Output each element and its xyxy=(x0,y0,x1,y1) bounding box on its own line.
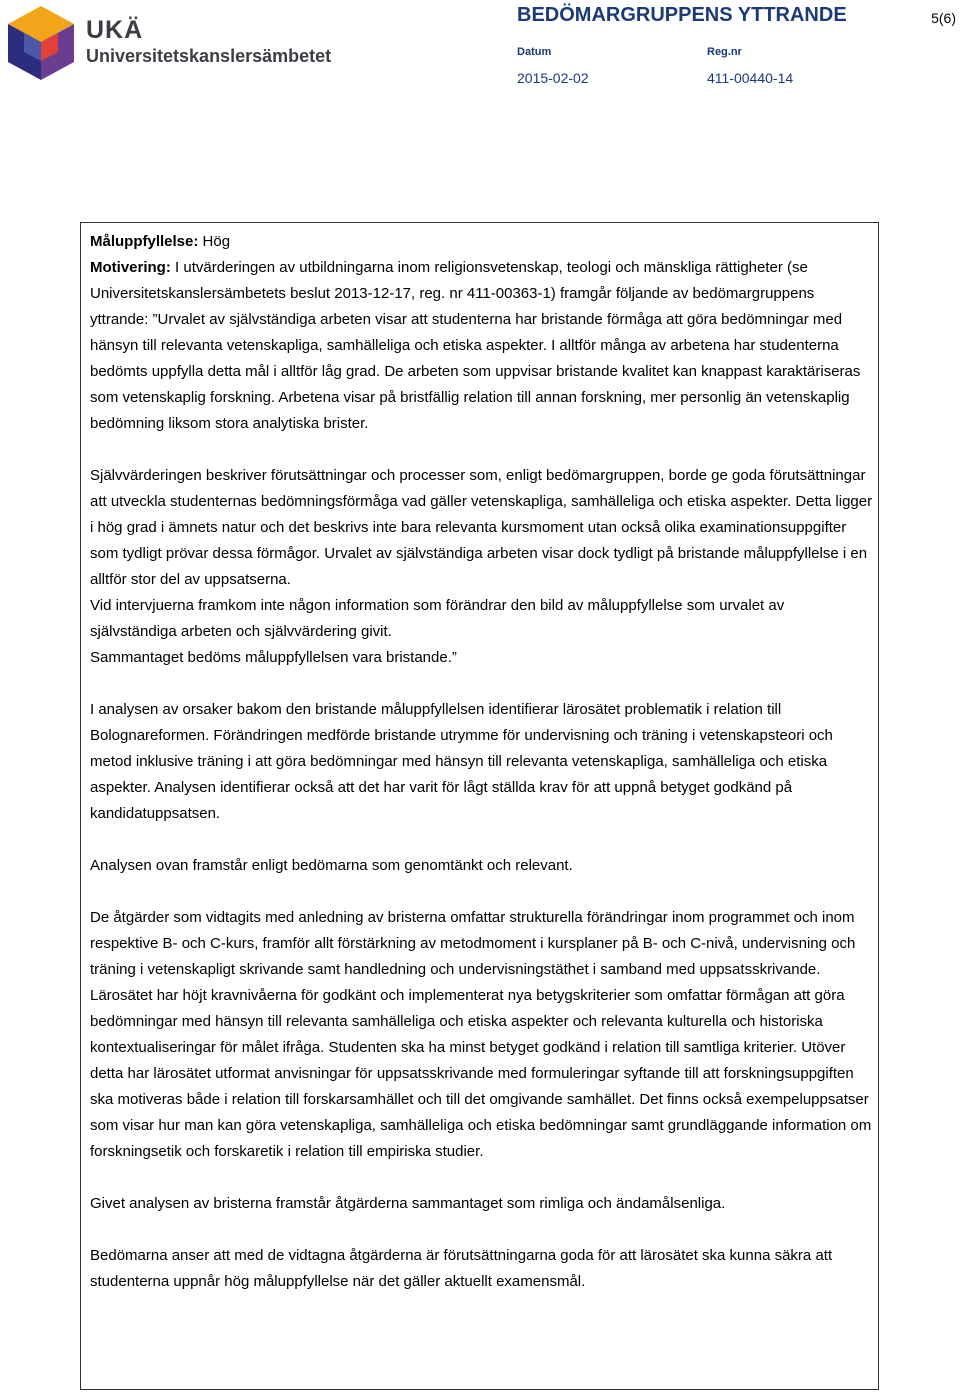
paragraph-8: Givet analysen av bristerna framstår åtgärderna sammantaget som rimliga och ändamålsenliga. xyxy=(90,1195,726,1212)
goal-label: Måluppfyllelse: xyxy=(90,233,199,250)
paragraph-6: Analysen ovan framstår enligt bedömarna som genomtänkt och relevant. xyxy=(90,857,573,874)
page-number: 5(6) xyxy=(931,10,956,26)
assessment-content xyxy=(90,229,875,1295)
date-value: 2015-02-02 xyxy=(517,70,589,86)
regnr-value: 411-00440-14 xyxy=(707,70,794,86)
brand-name: Universitetskanslersämbetet xyxy=(86,46,332,66)
paragraph-5: I analysen av orsaker bakom den bristande måluppfyllelsen identifierar lärosätet problematik i relation till Bolognareformen. Förändringen medförde bristande utrymme för undervisning och träning i vetenskapsteori och metod inklusive träning i att göra bedömningar med hänsyn till relevanta vetenskapliga, samhälleliga och etiska aspekter. Analysen identifierar också att det har varit för lågt ställda krav för att uppnå betyget godkänd på kandidatuppsatsen. xyxy=(90,701,833,822)
goal-value: Hög xyxy=(198,233,231,250)
motivation-label: Motivering: xyxy=(90,259,171,276)
regnr-label: Reg.nr xyxy=(707,46,742,58)
document-title: BEDÖMARGRUPPENS YTTRANDE xyxy=(517,4,847,26)
paragraph-3: Vid intervjuerna framkom inte någon information som förändrar den bild av måluppfyllelse som urvalet av självständiga arbeten och självvärdering givit. xyxy=(90,597,785,640)
paragraph-1: I utvärderingen av utbildningarna inom religionsvetenskap, teologi och mänskliga rättigheter (se Universitetskanslersämbetets beslut 2013-12-17, reg. nr 411-00363-1) framgår följande av bedömargruppens yttrande: ”Urvalet av självständiga arbeten visar att studenterna har bristande förmåga att göra bedömningar med hänsyn till relevanta vetenskapliga, samhälleliga och etiska aspekter. I alltför många av arbetena har studenterna bedömts uppfylla detta mål i alltför låg grad. De arbeten som uppvisar bristande kvalitet kan knappast karaktäriseras som vetenskaplig forskning. Arbetena visar på bristfällig relation till annan forskning, mer personlig än vetenskaplig bedömning liksom stora analytiska brister. xyxy=(90,259,861,432)
date-label: Datum xyxy=(517,46,552,58)
uka-cube-logo-icon xyxy=(6,4,76,82)
paragraph-2: Självvärderingen beskriver förutsättningar och processer som, enligt bedömargruppen, borde ge goda förutsättningar att utveckla studenternas bedömningsförmåga vad gäller vetenskapliga, samhälleliga och etiska aspekter. Detta ligger i hög grad i ämnets natur och det beskrivs inte bara relevanta kursmoment utan också olika examinationsuppgifter som tydligt prövar dessa förmågor. Urvalet av självständiga arbeten visar dock tydligt på bristande måluppfyllelse i en alltför stor del av uppsatserna. xyxy=(90,467,873,588)
brand-abbreviation: UKÄ xyxy=(86,16,144,44)
uka-logo xyxy=(6,4,76,82)
motivation-paragraph xyxy=(90,255,875,437)
paragraph-9: Bedömarna anser att med de vidtagna åtgärderna är förutsättningarna goda för att lärosätet ska kunna säkra att studenterna uppnår hög måluppfyllelse när det gäller aktuellt examensmål. xyxy=(90,1247,833,1290)
paragraph-7: De åtgärder som vidtagits med anledning av bristerna omfattar strukturella förändringar inom programmet och inom respektive B- och C-kurs, framför allt förstärkning av metodmoment i kursplaner på B- och C-nivå, undervisning och träning i vetenskapligt skrivande samt handledning och undervisningstäthet i samband med uppsatsskrivande. Lärosätet har höjt kravnivåerna för godkänt och implementerat nya betygskriterier som omfattar förmågan att göra bedömningar med hänsyn till relevanta samhälleliga och etiska aspekter och relevanta kulturella och historiska kontextualiseringar för målet ifråga. Studenten ska ha minst betyget godkänd i relation till samtliga kriterier. Utöver detta har lärosätet utformat anvisningar för uppsatsskrivande med formuleringar syftande till att forskningsuppgiften ska motiveras både i relation till forskarsamhället och till det omgivande samhället. Det finns också exempeluppsatser som visar hur man kan göra vetenskapliga, samhälleliga och etiska bedömningar samt grundläggande information om forskningsetik och forskaretik i relation till empiriska studier. xyxy=(90,909,872,1160)
paragraph-4: Sammantaget bedöms måluppfyllelsen vara bristande.” xyxy=(90,649,457,666)
goal-fulfilment-line xyxy=(90,229,875,255)
